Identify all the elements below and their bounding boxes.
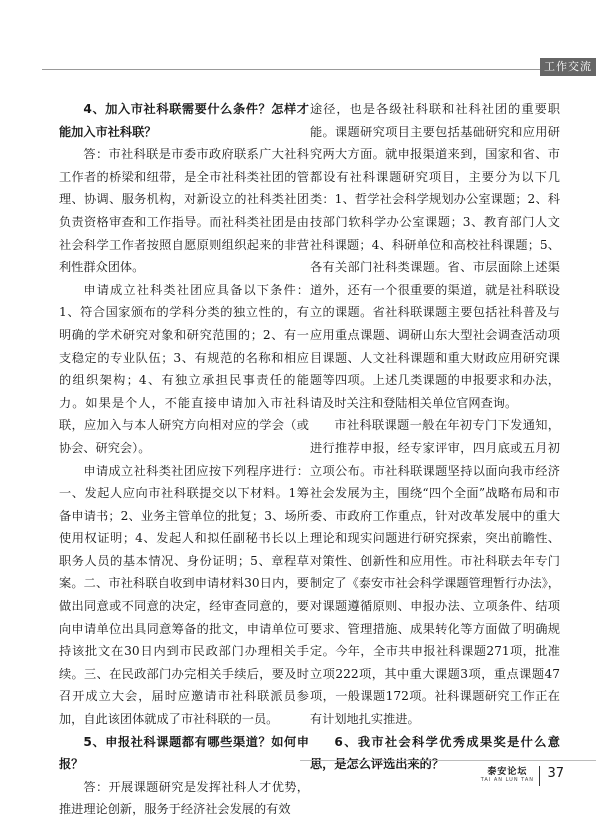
section-tag: 工作交流 bbox=[540, 58, 596, 76]
answer-paragraph: 答：开展课题研究是发挥社科人才优势，推进理论创新，服务于经济社会发展的有效 bbox=[59, 779, 309, 817]
footer-separator bbox=[539, 766, 540, 786]
page-number: 37 bbox=[547, 766, 564, 781]
brand-name: 泰安论坛 bbox=[487, 767, 528, 777]
answer-paragraph: 答：市社科联是市委市政府联系广大社科工作者的桥梁和纽带，是全市社科类社团的管理、协调、服务机构，对新设立的社科类社团负责资格审查和工作指导。而社科类社团是由社会科学工作者按照自愿原则组织起来的非营利性群众团体。 bbox=[59, 147, 309, 275]
answer-paragraph-continued: 途径，也是各级社科联和社科社团的重要职能。课题研究项目主要包括基础研究和应用研究两大方面。就申报渠道来到，国家和省、市都设有社科课题研究项目，主要分为以下几类：1、哲学社会科学规划办公室课题；2、科技部门软科学办公室课题；3、教育部门人文社科课题；4、科研单位和高校社科课题；5、各有关部门社科类课题。省、市层面除上述渠道外，还有一个很重要的渠道，就是社科联设立的课题。省社科联课题主要包括社科普及与应用重点课题、调研山东大型社会调查活动项目课题、人文社科课题和重大财政应用研究课题等四项。上述几类课题的申报要求和办法，请及时关注和登陆相关单位官网查询。 bbox=[310, 102, 560, 410]
header-rule bbox=[42, 69, 596, 70]
answer-paragraph: 市社科联课题一般在年初专门下发通知，进行推荐申报，经专家评审，四月底或五月初立项公布。市社科联课题坚持以面向我市经济社会发展为主，围绕“四个全面”战略布局和市委、市政府工作重点，针对改革发展中的重大理论和现实问题进行研究探索，突出前瞻性、对策性、创新性和应用性。市社科联去年专门制定了《泰安市社会科学课题管理暂行办法》，对课题遵循原则、申报办法、立项条件、结项要求、管理措施、成果转化等方面做了明确规定。今年，全市共申报社科课题271项，批准立项222项，其中重大课题3项，重点课题47项，一般课题172项。社科课题研究工作正在有计划地扎实推进。 bbox=[310, 418, 560, 727]
magazine-logo bbox=[481, 764, 534, 783]
answer-paragraph: 申请成立社科类社团应按下列程序进行：一、发起人应向市社科联提交以下材料。1筹备申请书；2、业务主管单位的批复；3、场所使用权证明；4、发起人和拟任副秘书长以上职务人员的基本情况、身份证明；5、章程草案。二、市社科联自收到申请材料30日内，要做出同意或不同意的决定，经审查同意的，要向申请单位出具同意筹备的批文，申请单位可持该批文在30日内到市民政部门办理相关手续。三、在民政部门办完相关手续后，要及时召开成立大会，届时应邀请市社科联派员参加，自此该团体就成了市社科联的一员。 bbox=[59, 463, 309, 727]
page-footer bbox=[0, 760, 596, 790]
page-header bbox=[0, 55, 596, 77]
brand-name-latin: TAI AN LUN TAN bbox=[480, 777, 534, 783]
question-6: 6、我市社会科学优秀成果奖是什么意思，是怎么评选出来的？ bbox=[310, 734, 560, 772]
question-4: 4、加入市社科联需要什么条件？怎样才能加入市社科联？ bbox=[59, 102, 309, 139]
left-column bbox=[59, 98, 309, 817]
footer-rule bbox=[300, 760, 596, 761]
question-5: 5、申报社科课题都有哪些渠道？如何申报？ bbox=[59, 734, 309, 772]
answer-paragraph: 申请成立社科类社团应具备以下条件：1、符合国家颁布的学科分类的独立性的，有明确的学术研究对象和研究范围的；2、有一支稳定的专业队伍；3、有规范的名称和相应的组织架构；4、有独立承担民事责任的能力。如果是个人，不能直接申请加入市社科联，应加入与本人研究方向相对应的学会（或协会、研究会）。 bbox=[59, 282, 309, 455]
